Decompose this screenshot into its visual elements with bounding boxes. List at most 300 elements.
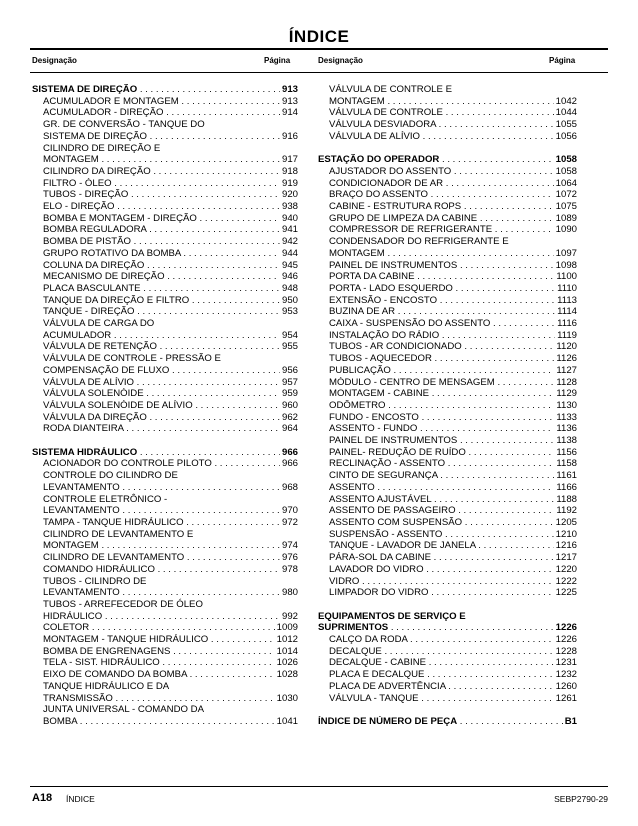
- index-entry[interactable]: [318, 423, 577, 435]
- entry-label: CILINDRO DE LEVANTAMENTO . . .: [43, 552, 298, 564]
- entry-page-number: 974: [281, 540, 298, 552]
- entry-page-number: 1044: [555, 107, 577, 119]
- entry-page-number: 970: [281, 505, 298, 517]
- index-entry[interactable]: [32, 306, 298, 318]
- entry-label: DECALQUE . . .: [329, 646, 577, 658]
- index-entry[interactable]: [318, 119, 577, 131]
- right-page-header: Página: [549, 56, 576, 65]
- entry-label: COMPRESSOR DE REFRIGERANTE . . .: [329, 224, 577, 236]
- entry-label: BUZINA DE AR . . .: [329, 306, 577, 318]
- index-entry[interactable]: [318, 447, 577, 459]
- entry-page-number: 953: [281, 306, 298, 318]
- entry-label: VÁLVULA DE ALÍVIO . . .: [329, 131, 577, 143]
- left-designation-header: Designação: [32, 56, 77, 65]
- index-entry[interactable]: [318, 224, 577, 236]
- entry-page-number: 1158: [556, 458, 577, 470]
- entry-page-number: 1129: [556, 388, 577, 400]
- index-entry-line: CONTROLE DO CILINDRO DE: [43, 470, 178, 482]
- entry-page-number: 960: [281, 399, 298, 411]
- index-entry[interactable]: [318, 213, 577, 225]
- index-category[interactable]: [318, 716, 577, 728]
- entry-page-number: 1120: [556, 341, 577, 353]
- entry-page-number: 917: [281, 154, 298, 166]
- index-entry[interactable]: [32, 412, 298, 424]
- entry-label: MONTAGEM . . .: [329, 248, 577, 260]
- entry-label: CONDICIONADOR DE AR . . .: [329, 178, 577, 190]
- entry-label: COMPENSAÇÃO DE FLUXO . . .: [43, 365, 298, 377]
- entry-label: PAINEL- REDUÇÃO DE RUÍDO . . .: [329, 447, 577, 459]
- title-rule: [30, 48, 608, 50]
- entry-label: SISTEMA HIDRÁULICO . . .: [32, 447, 298, 459]
- entry-page-number: 1009: [276, 622, 298, 634]
- entry-label: MECANISMO DE DIREÇÃO . . .: [43, 271, 298, 283]
- entry-page-number: 944: [281, 247, 298, 259]
- index-entry[interactable]: [318, 189, 577, 201]
- entry-label: EXTENSÃO - ENCOSTO . . .: [329, 295, 577, 307]
- entry-page-number: 1097: [555, 247, 577, 259]
- index-entry[interactable]: [32, 154, 298, 166]
- index-entry[interactable]: [32, 458, 298, 470]
- index-entry[interactable]: [318, 365, 577, 377]
- index-entry[interactable]: [32, 271, 298, 283]
- entry-page-number: 1113: [557, 294, 577, 306]
- index-entry[interactable]: [32, 224, 298, 236]
- entry-page-number: 1228: [555, 645, 577, 657]
- entry-label: COMANDO HIDRÁULICO . . .: [43, 564, 298, 576]
- index-entry[interactable]: [32, 295, 298, 307]
- entry-page-number: 1041: [276, 715, 298, 727]
- entry-page-number: 1188: [556, 493, 577, 505]
- entry-label: INSTALAÇÃO DO RÁDIO . . .: [329, 330, 577, 342]
- entry-page-number: 957: [281, 376, 298, 388]
- entry-label: ESTAÇÃO DO OPERADOR . . .: [318, 154, 577, 166]
- entry-label: TAMPA - TANQUE HIDRÁULICO . . .: [43, 517, 298, 529]
- index-entry[interactable]: [318, 482, 577, 494]
- entry-label: PÁRA-SOL DA CABINE . . .: [329, 552, 577, 564]
- entry-label: CABINE - ESTRUTURA ROPS . . .: [329, 201, 577, 213]
- entry-label: SUPRIMENTOS . . .: [318, 622, 577, 634]
- entry-label: HIDRÁULICO . . .: [43, 611, 298, 623]
- entry-page-number: 942: [281, 236, 298, 248]
- index-entry[interactable]: [32, 587, 298, 599]
- index-entry[interactable]: [318, 529, 577, 541]
- entry-label: DECALQUE - CABINE . . .: [329, 657, 577, 669]
- entry-page-number: 1205: [555, 517, 577, 528]
- entry-label: LEVANTAMENTO . . .: [43, 505, 298, 517]
- entry-page-number: 1089: [555, 212, 577, 224]
- index-entry[interactable]: [318, 96, 577, 108]
- index-entry[interactable]: [32, 669, 298, 681]
- section-gap: [318, 143, 577, 155]
- entry-page-number: 1127: [556, 364, 577, 376]
- index-entry[interactable]: [318, 517, 577, 529]
- entry-page-number: 1231: [555, 657, 577, 669]
- index-entry[interactable]: [32, 178, 298, 190]
- entry-page-number: 1217: [555, 552, 577, 564]
- entry-label: VÁLVULA - TANQUE . . .: [329, 693, 577, 705]
- entry-label: PLACA BASCULANTE . . .: [43, 283, 298, 295]
- entry-label: LAVADOR DO VIDRO . . .: [329, 564, 577, 576]
- entry-label: TUBOS - DIREÇÃO . . .: [43, 189, 298, 201]
- entry-page-number: 1216: [555, 540, 577, 552]
- entry-page-number: 950: [281, 294, 298, 306]
- entry-label: ACUMULADOR E MONTAGEM . . .: [43, 96, 298, 108]
- entry-page-number: 962: [281, 411, 298, 423]
- entry-label: ACIONADOR DO CONTROLE PILOTO . . .: [43, 458, 298, 470]
- entry-page-number: 1232: [555, 669, 577, 681]
- entry-label: PAINEL DE INSTRUMENTOS . . .: [329, 260, 577, 272]
- index-entry[interactable]: [32, 365, 298, 377]
- entry-label: VÁLVULA SOLENÓIDE . . .: [43, 388, 298, 400]
- index-category[interactable]: [318, 622, 577, 634]
- entry-label: MONTAGEM . . .: [43, 540, 298, 552]
- index-entry[interactable]: [32, 693, 298, 705]
- index-entry[interactable]: [318, 681, 577, 693]
- index-entry[interactable]: [318, 505, 577, 517]
- entry-label: ASSENTO COM SUSPENSÃO . . .: [329, 517, 577, 529]
- index-entry-line: TANQUE HIDRÁULICO E DA: [43, 680, 170, 692]
- index-category: EQUIPAMENTOS DE SERVIÇO E: [318, 610, 466, 622]
- entry-page-number: 1226: [555, 634, 577, 646]
- index-entry-line: VÁLVULA DE CARGA DO: [43, 318, 155, 330]
- index-entry[interactable]: [318, 201, 577, 213]
- entry-page-number: 1072: [555, 189, 577, 201]
- index-category[interactable]: [32, 447, 298, 459]
- index-entry[interactable]: [32, 283, 298, 295]
- entry-label: FILTRO - ÓLEO . . .: [43, 178, 298, 190]
- entry-page-number: 1116: [557, 318, 577, 330]
- index-entry[interactable]: [32, 482, 298, 494]
- index-entry[interactable]: [32, 166, 298, 178]
- index-entry[interactable]: [318, 306, 577, 318]
- index-entry[interactable]: [318, 634, 577, 646]
- index-category[interactable]: [32, 84, 298, 96]
- entry-page-number: B1: [564, 715, 577, 727]
- entry-page-number: 918: [281, 165, 298, 177]
- entry-page-number: 1058: [555, 154, 577, 166]
- section-gap: [32, 435, 298, 447]
- entry-label: PORTA DA CABINE . . .: [329, 271, 577, 283]
- left-page-header: Página: [264, 56, 291, 65]
- entry-page-number: 1222: [555, 575, 577, 587]
- index-entry[interactable]: [32, 248, 298, 260]
- entry-page-number: 1058: [555, 165, 577, 177]
- entry-page-number: 1225: [555, 587, 577, 599]
- entry-label: EIXO DE COMANDO DA BOMBA . . .: [43, 669, 298, 681]
- entry-label: TANQUE DA DIREÇÃO E FILTRO . . .: [43, 295, 298, 307]
- index-entry-line: CONDENSADOR DO REFRIGERANTE E: [329, 236, 509, 248]
- entry-label: VÁLVULA DE ALÍVIO . . .: [43, 377, 298, 389]
- index-entry-line: VÁLVULA DE CONTROLE - PRESSÃO E: [43, 353, 221, 365]
- entry-page-number: 1156: [556, 446, 577, 458]
- entry-page-number: 1128: [556, 376, 577, 388]
- index-entry[interactable]: [318, 178, 577, 190]
- entry-label: TANQUE - LAVADOR DE JANELA . . .: [329, 540, 577, 552]
- entry-label: VÁLVULA DA DIREÇÃO . . .: [43, 412, 298, 424]
- right-designation-header: Designação: [318, 56, 363, 65]
- index-entry[interactable]: [32, 622, 298, 634]
- entry-page-number: 940: [281, 212, 298, 224]
- index-entry[interactable]: [318, 166, 577, 178]
- entry-label: TANQUE - DIREÇÃO . . .: [43, 306, 298, 318]
- index-entry[interactable]: [32, 377, 298, 389]
- index-entry-line: JUNTA UNIVERSAL - COMANDO DA: [43, 704, 204, 716]
- entry-page-number: 1012: [276, 634, 298, 646]
- entry-page-number: 1100: [556, 271, 577, 283]
- index-entry[interactable]: [318, 564, 577, 576]
- entry-label: BOMBA DE ENGRENAGENS . . .: [43, 646, 298, 658]
- entry-label: CILINDRO DA DIREÇÃO . . .: [43, 166, 298, 178]
- entry-page-number: 964: [281, 423, 298, 435]
- index-entry[interactable]: [32, 517, 298, 529]
- entry-label: VÁLVULA DESVIADORA . . .: [329, 119, 577, 131]
- index-entry[interactable]: [318, 341, 577, 353]
- entry-label: CAIXA - SUSPENSÃO DO ASSENTO . . .: [329, 318, 577, 330]
- section-gap: [318, 704, 577, 716]
- index-entry[interactable]: [318, 552, 577, 564]
- index-entry[interactable]: [32, 564, 298, 576]
- entry-label: RODA DIANTEIRA . . .: [43, 423, 298, 435]
- footer-document-code: SEBP2790-29: [554, 794, 608, 804]
- entry-label: COLETOR . . .: [43, 622, 298, 634]
- index-entry[interactable]: [32, 646, 298, 658]
- entry-label: VIDRO . . .: [329, 576, 577, 588]
- entry-page-number: 1130: [556, 399, 577, 411]
- footer-rule: [30, 786, 608, 787]
- entry-page-number: 945: [281, 259, 298, 271]
- index-entry[interactable]: [32, 552, 298, 564]
- entry-label: MONTAGEM - TANQUE HIDRÁULICO . . .: [43, 634, 298, 646]
- entry-page-number: 1014: [276, 645, 298, 657]
- index-entry[interactable]: [318, 400, 577, 412]
- entry-label: ÍNDICE DE NÚMERO DE PEÇA . . .: [318, 716, 577, 728]
- entry-page-number: 976: [281, 552, 298, 564]
- index-entry[interactable]: [32, 611, 298, 623]
- entry-page-number: 1090: [555, 224, 577, 236]
- entry-label: BOMBA REGULADORA . . .: [43, 224, 298, 236]
- entry-page-number: 1226: [555, 622, 577, 634]
- index-entry[interactable]: [318, 470, 577, 482]
- entry-page-number: 1064: [555, 177, 577, 189]
- index-entry[interactable]: [318, 377, 577, 389]
- entry-label: LEVANTAMENTO . . .: [43, 587, 298, 599]
- entry-label: LIMPADOR DO VIDRO . . .: [329, 587, 577, 599]
- index-entry[interactable]: [32, 131, 298, 143]
- footer-page-code: A18: [32, 792, 53, 804]
- index-entry[interactable]: [318, 283, 577, 295]
- index-entry[interactable]: [318, 587, 577, 599]
- entry-label: GRUPO DE LIMPEZA DA CABINE . . .: [329, 213, 577, 225]
- index-entry[interactable]: [318, 318, 577, 330]
- index-entry[interactable]: [318, 540, 577, 552]
- index-entry[interactable]: [32, 330, 298, 342]
- index-entry[interactable]: [318, 353, 577, 365]
- entry-page-number: 955: [281, 341, 298, 353]
- entry-label: TUBOS - AQUECEDOR . . .: [329, 353, 577, 365]
- entry-page-number: 938: [281, 201, 298, 213]
- entry-label: COLUNA DA DIREÇÃO . . .: [43, 260, 298, 272]
- entry-page-number: 972: [281, 517, 298, 528]
- entry-label: SUSPENSÃO - ASSENTO . . .: [329, 529, 577, 541]
- entry-page-number: 919: [281, 177, 298, 189]
- entry-label: BRAÇO DO ASSENTO . . .: [329, 189, 577, 201]
- index-entry[interactable]: [318, 271, 577, 283]
- entry-page-number: 914: [281, 107, 298, 119]
- entry-label: CALÇO DA RODA . . .: [329, 634, 577, 646]
- index-category[interactable]: [318, 154, 577, 166]
- index-entry[interactable]: [318, 693, 577, 705]
- entry-label: MONTAGEM . . .: [43, 154, 298, 166]
- index-entry[interactable]: [318, 260, 577, 272]
- entry-page-number: 1261: [555, 692, 577, 704]
- entry-label: ASSENTO DE PASSAGEIRO . . .: [329, 505, 577, 517]
- index-entry-line: TUBOS - CILINDRO DE: [43, 575, 147, 587]
- entry-page-number: 948: [281, 282, 298, 294]
- entry-label: ASSENTO AJUSTÁVEL . . .: [329, 494, 577, 506]
- section-gap: [318, 599, 577, 611]
- entry-label: TRANSMISSÃO . . .: [43, 693, 298, 705]
- entry-page-number: 1075: [555, 201, 577, 213]
- index-entry[interactable]: [32, 341, 298, 353]
- index-entry[interactable]: [318, 494, 577, 506]
- index-entry[interactable]: [32, 96, 298, 108]
- entry-label: ASSENTO - FUNDO . . .: [329, 423, 577, 435]
- index-entry-line: CILINDRO DE DIREÇÃO E: [43, 142, 161, 154]
- index-entry[interactable]: [32, 400, 298, 412]
- entry-page-number: 1192: [556, 505, 577, 517]
- index-entry[interactable]: [32, 201, 298, 213]
- entry-page-number: 1119: [557, 329, 577, 341]
- entry-page-number: 913: [281, 84, 298, 95]
- entry-page-number: 956: [281, 364, 298, 376]
- entry-page-number: 959: [281, 388, 298, 400]
- index-entry[interactable]: [318, 669, 577, 681]
- entry-label: BOMBA E MONTAGEM - DIREÇÃO . . .: [43, 213, 298, 225]
- index-entry-line: VÁLVULA DE CONTROLE E: [329, 84, 452, 95]
- entry-label: ASSENTO . . .: [329, 482, 577, 494]
- entry-page-number: 1161: [556, 470, 577, 482]
- index-entry-line: CONTROLE ELETRÔNICO -: [43, 493, 168, 505]
- entry-page-number: 1126: [556, 353, 577, 365]
- entry-label: AJUSTADOR DO ASSENTO . . .: [329, 166, 577, 178]
- index-entry[interactable]: [32, 540, 298, 552]
- index-entry[interactable]: [318, 458, 577, 470]
- entry-page-number: 968: [281, 481, 298, 493]
- entry-label: SISTEMA DE DIREÇÃO . . .: [43, 131, 298, 143]
- entry-page-number: 941: [281, 224, 298, 236]
- entry-label: PLACA E DECALQUE . . .: [329, 669, 577, 681]
- index-left-column: [32, 84, 298, 728]
- entry-page-number: 1136: [556, 423, 577, 435]
- index-entry[interactable]: [318, 330, 577, 342]
- index-entry-line: GR. DE CONVERSÃO - TANQUE DO: [43, 119, 205, 131]
- index-entry[interactable]: [318, 131, 577, 143]
- entry-label: MONTAGEM - CABINE . . .: [329, 388, 577, 400]
- footer-section-name: ÍNDICE: [66, 794, 95, 804]
- entry-page-number: 1114: [557, 306, 577, 318]
- entry-page-number: 1138: [556, 435, 577, 447]
- entry-page-number: 1042: [555, 95, 577, 107]
- entry-label: VÁLVULA DE RETENÇÃO . . .: [43, 341, 298, 353]
- index-entry[interactable]: [318, 657, 577, 669]
- entry-page-number: 1098: [555, 259, 577, 271]
- entry-label: PAINEL DE INSTRUMENTOS . . .: [329, 435, 577, 447]
- entry-label: VÁLVULA SOLENÓIDE DE ALÍVIO . . .: [43, 400, 298, 412]
- index-entry[interactable]: [32, 505, 298, 517]
- entry-label: ELO - DIREÇÃO . . .: [43, 201, 298, 213]
- index-entry[interactable]: [318, 107, 577, 119]
- entry-page-number: 1166: [556, 481, 577, 493]
- entry-page-number: 954: [281, 329, 298, 341]
- entry-page-number: 1028: [276, 669, 298, 681]
- page-title: ÍNDICE: [288, 27, 350, 46]
- index-entry-line: TUBOS - ARREFECEDOR DE ÓLEO: [43, 598, 203, 610]
- entry-label: VÁLVULA DE CONTROLE . . .: [329, 107, 577, 119]
- entry-label: MONTAGEM . . .: [329, 96, 577, 108]
- index-entry[interactable]: [32, 634, 298, 646]
- entry-page-number: 1026: [276, 657, 298, 669]
- entry-label: GRUPO ROTATIVO DA BOMBA . . .: [43, 248, 298, 260]
- index-entry[interactable]: [318, 295, 577, 307]
- entry-label: CINTO DE SEGURANÇA . . .: [329, 470, 577, 482]
- entry-page-number: 980: [281, 587, 298, 599]
- entry-label: ACUMULADOR . . .: [43, 330, 298, 342]
- index-entry[interactable]: [32, 388, 298, 400]
- entry-page-number: 1220: [555, 563, 577, 575]
- index-entry[interactable]: [32, 189, 298, 201]
- index-entry[interactable]: [318, 435, 577, 447]
- entry-page-number: 978: [281, 563, 298, 575]
- index-entry[interactable]: [32, 213, 298, 225]
- index-entry[interactable]: [32, 716, 298, 728]
- entry-label: SISTEMA DE DIREÇÃO . . .: [32, 84, 298, 96]
- entry-page-number: 1110: [557, 282, 577, 294]
- index-entry[interactable]: [318, 412, 577, 424]
- entry-page-number: 916: [281, 130, 298, 142]
- entry-page-number: 1055: [555, 119, 577, 131]
- entry-label: BOMBA . . .: [43, 716, 298, 728]
- entry-label: TUBOS - AR CONDICIONADO . . .: [329, 341, 577, 353]
- index-entry[interactable]: [318, 646, 577, 658]
- entry-page-number: 946: [281, 271, 298, 283]
- entry-page-number: 920: [281, 189, 298, 201]
- entry-page-number: 966: [281, 446, 298, 458]
- index-entry[interactable]: [32, 236, 298, 248]
- entry-label: PORTA - LADO ESQUERDO . . .: [329, 283, 577, 295]
- entry-page-number: 913: [281, 95, 298, 107]
- entry-page-number: 992: [281, 610, 298, 622]
- entry-page-number: 1056: [555, 130, 577, 142]
- index-entry[interactable]: [32, 260, 298, 272]
- index-right-column: [318, 84, 577, 728]
- entry-page-number: 1030: [276, 692, 298, 704]
- index-entry[interactable]: [318, 388, 577, 400]
- index-entry[interactable]: [318, 248, 577, 260]
- index-entry[interactable]: [32, 423, 298, 435]
- index-entry[interactable]: [32, 107, 298, 119]
- entry-label: RECLINAÇÃO - ASSENTO . . .: [329, 458, 577, 470]
- index-entry-line: CILINDRO DE LEVANTAMENTO E: [43, 528, 194, 540]
- entry-label: BOMBA DE PISTÃO . . .: [43, 236, 298, 248]
- index-entry[interactable]: [32, 657, 298, 669]
- index-entry[interactable]: [318, 576, 577, 588]
- entry-label: PUBLICAÇÃO . . .: [329, 365, 577, 377]
- header-rule: [30, 72, 608, 73]
- entry-page-number: 966: [281, 458, 298, 470]
- entry-label: MÓDULO - CENTRO DE MENSAGEM . . .: [329, 377, 577, 389]
- entry-page-number: 1133: [556, 411, 577, 423]
- entry-label: ACUMULADOR - DIREÇÃO . . .: [43, 107, 298, 119]
